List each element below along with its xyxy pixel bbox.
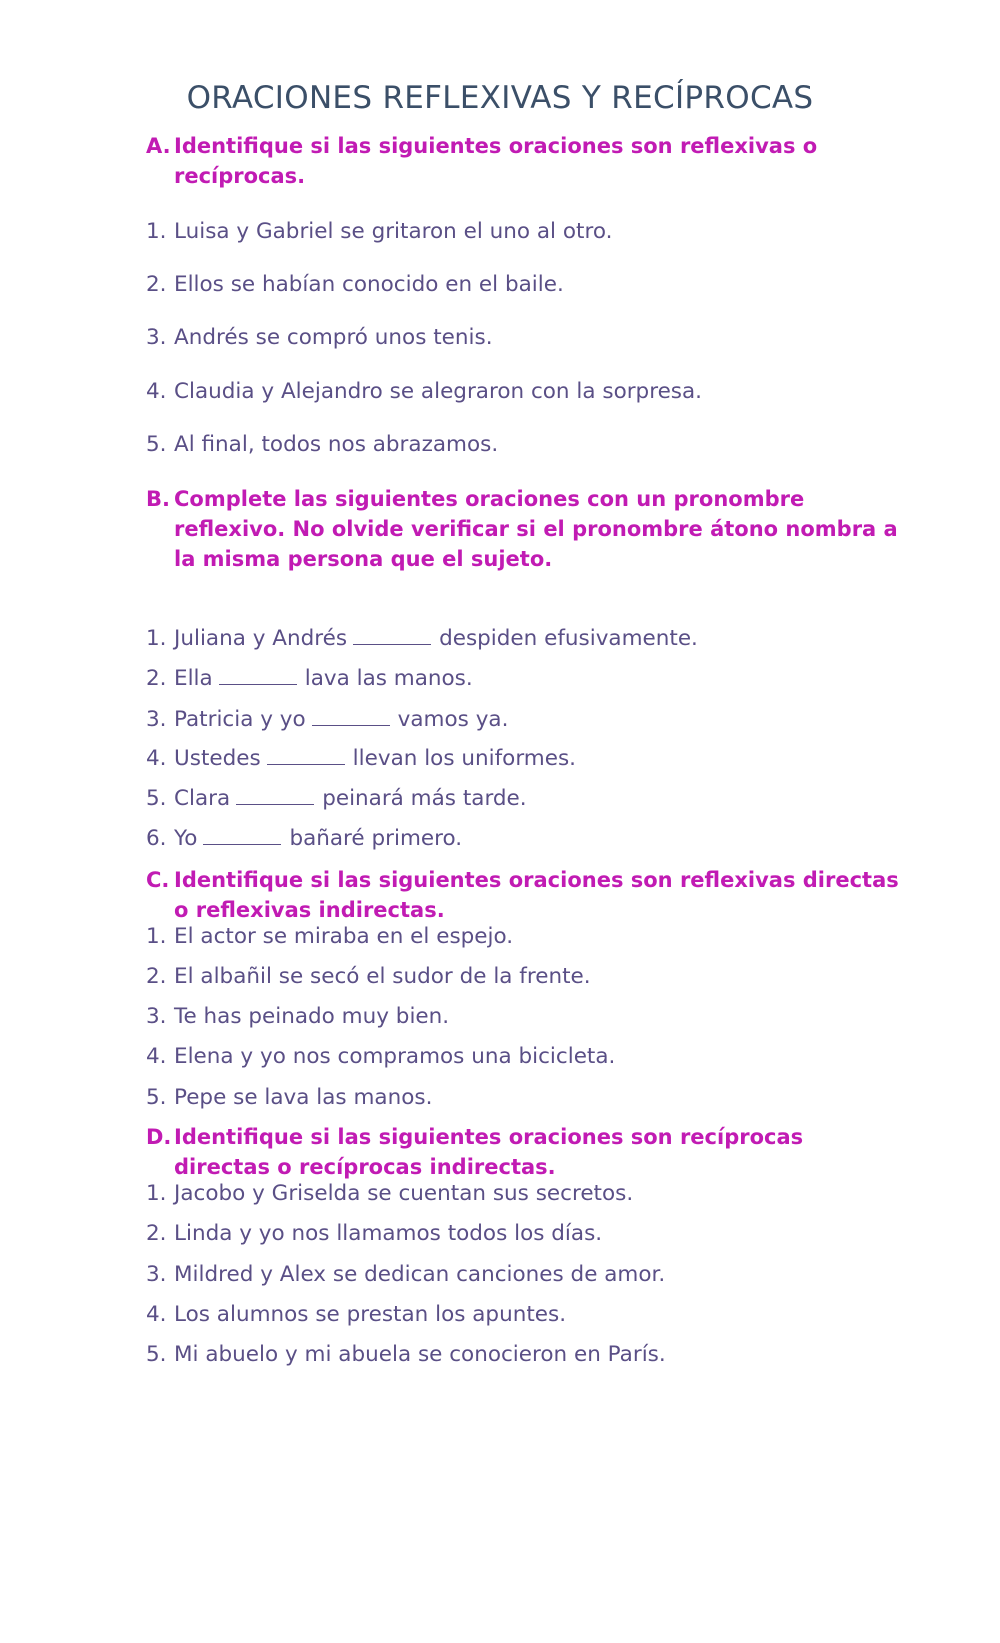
list-item: 1. Jacobo y Griselda se cuentan sus secretos.: [146, 1181, 634, 1206]
fill-in-item: 1. Juliana y Andrés despiden efusivamente.: [146, 626, 698, 651]
list-item: 1. El actor se miraba en el espejo.: [146, 924, 514, 949]
list-item: 5. Mi abuelo y mi abuela se conocieron en París.: [146, 1342, 666, 1367]
answer-blank[interactable]: [312, 707, 390, 726]
fill-in-item: 4. Ustedes llevan los uniformes.: [146, 746, 576, 771]
list-item: 5. Al final, todos nos abrazamos.: [146, 432, 499, 457]
list-item: 5. Pepe se lava las manos.: [146, 1085, 433, 1110]
section-letter: B.: [146, 487, 170, 511]
fill-in-item: 5. Clara peinará más tarde.: [146, 786, 527, 811]
list-item: 2. El albañil se secó el sudor de la frente.: [146, 964, 591, 989]
section-instruction: Identifique si las siguientes oraciones son recíprocas directas o recíprocas indirectas.: [174, 1125, 804, 1179]
list-item: 3. Andrés se compró unos tenis.: [146, 325, 493, 350]
section-a-heading: [146, 131, 906, 191]
list-item: 3. Te has peinado muy bien.: [146, 1004, 450, 1029]
answer-blank[interactable]: [203, 826, 281, 845]
fill-in-item: 6. Yo bañaré primero.: [146, 826, 463, 851]
answer-blank[interactable]: [267, 746, 345, 765]
section-instruction: Identifique si las siguientes oraciones son reflexivas o recíprocas.: [174, 134, 818, 188]
fill-in-item: 3. Patricia y yo vamos ya.: [146, 707, 509, 732]
list-item: 1. Luisa y Gabriel se gritaron el uno al otro.: [146, 219, 613, 244]
list-item: 2. Ellos se habían conocido en el baile.: [146, 272, 564, 297]
section-letter: D.: [146, 1125, 172, 1149]
section-letter: A.: [146, 134, 171, 158]
section-d-heading: [146, 1122, 906, 1182]
section-instruction: Identifique si las siguientes oraciones son reflexivas directas o reflexivas indirectas.: [174, 868, 899, 922]
answer-blank[interactable]: [219, 666, 297, 685]
list-item: 4. Elena y yo nos compramos una bicicleta.: [146, 1044, 616, 1069]
answer-blank[interactable]: [353, 626, 431, 645]
section-b-heading: [146, 484, 906, 574]
list-item: 4. Claudia y Alejandro se alegraron con la sorpresa.: [146, 379, 703, 404]
section-letter: C.: [146, 868, 170, 892]
section-c-heading: [146, 865, 906, 925]
section-instruction: Complete las siguientes oraciones con un pronombre reflexivo. No olvide verificar si el pronombre átono nombra a la misma persona que el sujeto.: [174, 487, 898, 571]
answer-blank[interactable]: [236, 786, 314, 805]
list-item: 3. Mildred y Alex se dedican canciones de amor.: [146, 1262, 666, 1287]
page-title: ORACIONES REFLEXIVAS Y RECÍPROCAS: [186, 80, 814, 116]
list-item: 4. Los alumnos se prestan los apuntes.: [146, 1302, 567, 1327]
fill-in-item: 2. Ella lava las manos.: [146, 666, 473, 691]
list-item: 2. Linda y yo nos llamamos todos los días.: [146, 1221, 603, 1246]
